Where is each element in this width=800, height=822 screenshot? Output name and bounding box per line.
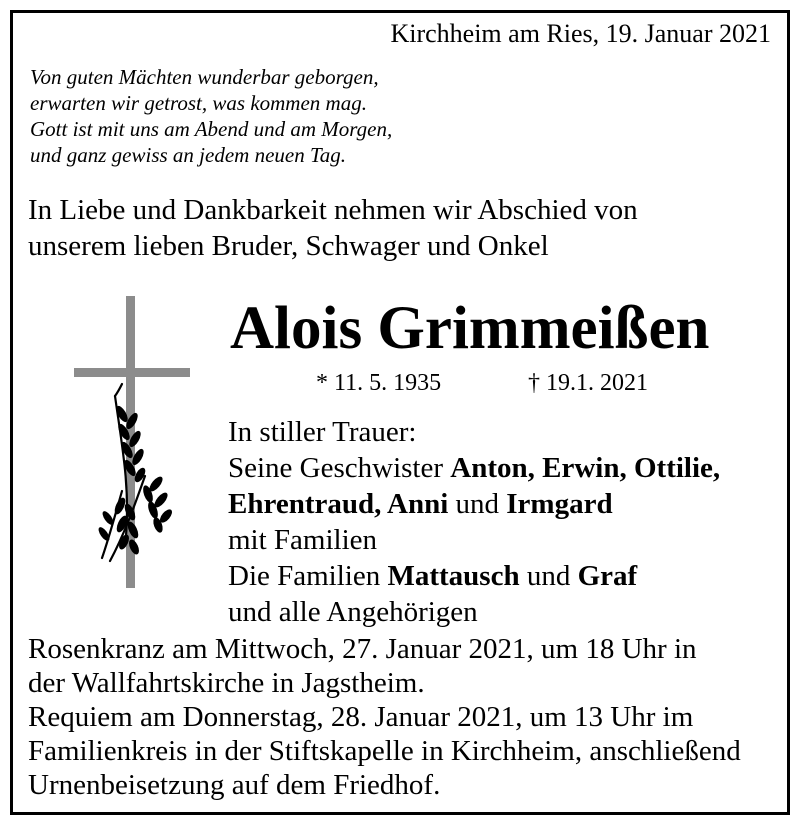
mourners-text: und [448,488,507,520]
intro-line: unserem lieben Bruder, Schwager und Onkel [28,230,549,262]
service-line: Familienkreis in der Stiftskapelle in Kirchheim, anschließend [28,735,741,767]
sibling-names: Anton, Erwin, Ottilie, [450,452,721,484]
mourners-line [228,486,720,522]
poem-line: Gott ist mit uns am Abend und am Morgen, [30,117,393,141]
intro-text [28,192,638,264]
mourners-text: Die Familien [228,560,388,592]
mourners-block [228,414,720,630]
mourners-text: Seine Geschwister [228,452,451,484]
mourners-line [228,450,720,486]
poem-line: und ganz gewiss an jedem neuen Tag. [30,143,346,167]
service-details [28,632,741,802]
cross-with-wheat-icon [60,296,200,591]
mourners-line [228,558,720,594]
service-line: der Wallfahrtskirche in Jagstheim. [28,667,425,699]
poem [30,64,392,168]
service-line: Urnenbeisetzung auf dem Friedhof. [28,769,441,801]
poem-line: erwarten wir getrost, was kommen mag. [30,91,367,115]
mourners-text: und [519,560,578,592]
sibling-names: Irmgard [506,488,613,520]
place-date: Kirchheim am Ries, 19. Januar 2021 [390,19,771,48]
family-name: Graf [577,560,638,592]
mourners-heading: In stiller Trauer: [228,416,417,448]
poem-line: Von guten Mächten wunderbar geborgen, [30,65,379,89]
death-date: † 19.1. 2021 [528,370,648,396]
mourners-line: mit Familien [228,524,378,556]
mourners-line: und alle Angehörigen [228,596,478,628]
birth-date: * 11. 5. 1935 [316,370,442,396]
sibling-names: Ehrentraud, Anni [228,488,449,520]
service-line: Rosenkranz am Mittwoch, 27. Januar 2021, um 18 Uhr in [28,633,697,665]
family-name: Mattausch [387,560,520,592]
service-line: Requiem am Donnerstag, 28. Januar 2021, um 13 Uhr im [28,701,694,733]
intro-line: In Liebe und Dankbarkeit nehmen wir Abschied von [28,194,638,226]
deceased-name: Alois Grimmeißen [230,295,710,362]
